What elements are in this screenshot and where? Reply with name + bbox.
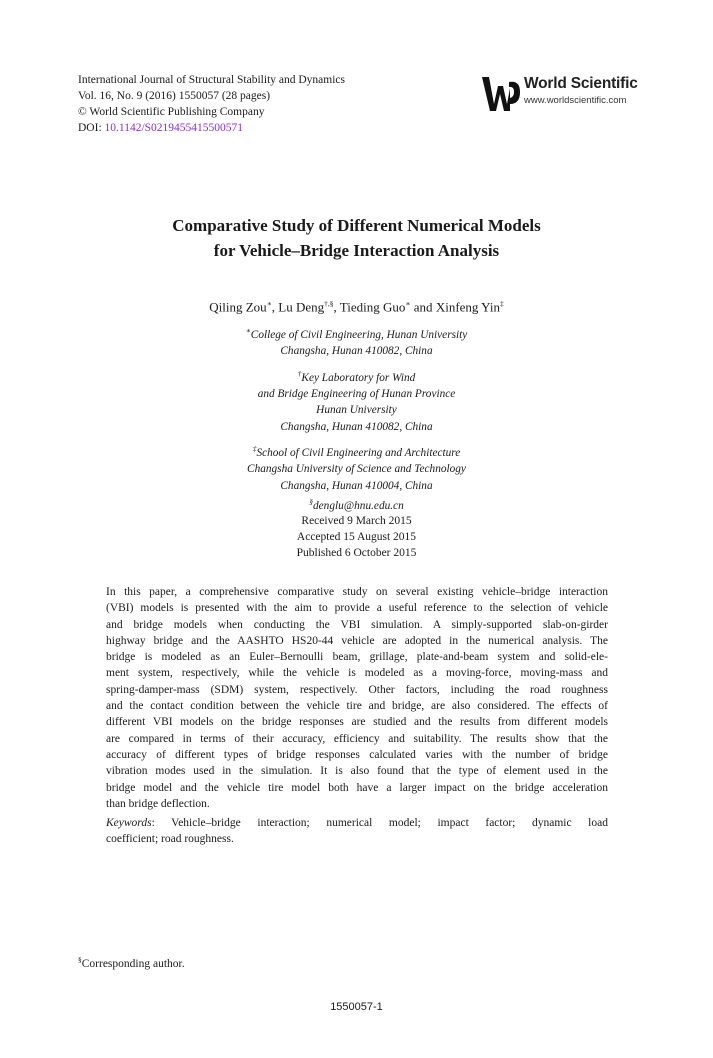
publisher-logo	[480, 74, 640, 114]
author-list: Qiling Zou∗, Lu Deng†,§, Tieding Guo∗ and Xinfeng Yin‡	[209, 299, 504, 315]
affiliation-line: Key Laboratory for Wind	[301, 371, 416, 384]
doi-link[interactable]: 10.1142/S0219455415500571	[104, 122, 244, 134]
author-mark: ∗	[266, 299, 272, 308]
abstract-line: and bridge models when conducting the VBI simulation. A simply-supported slab-on-girder	[106, 618, 608, 631]
keywords-line-1: Keywords: Vehicle–bridge interaction; numerical model; impact factor; dynamic load	[106, 817, 608, 829]
author-mark: †,§	[324, 299, 334, 308]
author-name: Qiling Zou	[209, 299, 267, 315]
affiliation-line: Hunan University	[316, 404, 397, 417]
author-mark: ∗	[405, 299, 411, 308]
affiliation-line: Changsha, Hunan 410082, China	[280, 420, 433, 433]
affiliation-line: School of Civil Engineering and Architecture	[256, 446, 461, 459]
title-line-2: for Vehicle–Bridge Interaction Analysis	[213, 241, 500, 260]
affiliation-2	[0, 366, 713, 435]
author-name: Xinfeng Yin	[435, 299, 500, 315]
abstract-line: bridge is modeled as an Euler–Bernoulli beam, grillage, plate-and-beam system and solid-ele-	[106, 651, 608, 664]
logo-name: World Scientific	[524, 75, 638, 92]
abstract-line: highway bridge and the AASHTO HS20-44 vehicle are adopted in the numerical analysis. The	[106, 634, 608, 647]
volume-line: Vol. 16, No. 9 (2016) 1550057 (28 pages)	[78, 90, 271, 102]
copyright-line: © World Scientific Publishing Company	[78, 106, 265, 118]
abstract	[106, 584, 608, 812]
published-date: Published 6 October 2015	[296, 547, 417, 559]
affiliation-mark: ∗	[245, 326, 251, 335]
affiliation-line: College of Civil Engineering, Hunan University	[250, 328, 468, 341]
title-line-1: Comparative Study of Different Numerical Models	[172, 216, 541, 235]
abstract-line: ment system, respectively, while the vehicle is modeled as a moving-force, moving-mass and	[106, 667, 608, 680]
world-scientific-logo-icon	[480, 74, 522, 114]
affiliation-line: Changsha, Hunan 410082, China	[280, 345, 433, 358]
publication-dates	[0, 513, 713, 561]
abstract-line: In this paper, a comprehensive comparative study on several existing vehicle–bridge interaction	[106, 586, 608, 598]
doi-label: DOI:	[78, 122, 102, 134]
abstract-line: spring-damper-mass (SDM) system, respectively. Other factors, including the road roughness	[106, 683, 608, 696]
abstract-line: vibration modes used in the simulation. It is also found that the type of element used in the	[106, 765, 608, 778]
email-mark: §	[309, 496, 314, 506]
page-number: 1550057-1	[330, 1001, 383, 1013]
journal-header	[78, 72, 345, 136]
abstract-line: (VBI) models is presented with the aim to provide a useful reference to the selection of vehicle	[106, 602, 608, 615]
abstract-line: than bridge deflection.	[106, 797, 210, 810]
keywords	[106, 815, 608, 848]
author-name: Lu Deng	[278, 299, 325, 315]
journal-name: International Journal of Structural Stability and Dynamics	[78, 74, 345, 86]
footnote-text: Corresponding author.	[81, 957, 185, 970]
email-line	[0, 494, 713, 514]
keywords-label: Keywords	[106, 817, 152, 829]
email-link[interactable]: denglu@hnu.edu.cn	[313, 499, 404, 512]
author-mark: ‡	[499, 299, 504, 308]
footnote-mark: §	[78, 955, 82, 964]
author-name: Tieding Guo	[339, 299, 406, 315]
doi-line	[78, 120, 345, 136]
abstract-line: accuracy of different types of bridge responses calculated varies with the number of bridge	[106, 748, 608, 761]
affiliation-mark: ‡	[252, 443, 257, 453]
paper-title	[0, 213, 713, 263]
keywords-text: Vehicle–bridge interaction; numerical model; impact factor; dynamic load	[171, 817, 608, 829]
keywords-line-2: coefficient; road roughness.	[106, 833, 234, 846]
affiliation-1	[0, 323, 713, 360]
logo-url: www.worldscientific.com	[524, 95, 627, 106]
abstract-line: are compared in terms of their accuracy, efficiency and suitability. The results show that the	[106, 732, 608, 745]
accepted-date: Accepted 15 August 2015	[296, 531, 417, 543]
corresponding-author-footnote	[78, 955, 185, 970]
affiliations	[0, 323, 713, 514]
affiliation-line: Changsha University of Science and Technology	[247, 463, 466, 476]
abstract-line: and the contact condition between the vehicle tire and bridge, are also considered. The effects of	[106, 700, 608, 713]
abstract-line: bridge model and the vehicle tire model both have a larger impact on the bridge acceleration	[106, 781, 608, 794]
abstract-line: different VBI models on the bridge responses are studied and the results from different models	[106, 716, 608, 729]
affiliation-line: Changsha, Hunan 410004, China	[280, 479, 433, 492]
affiliation-mark: †	[297, 368, 302, 378]
received-date: Received 9 March 2015	[301, 515, 412, 527]
affiliation-line: and Bridge Engineering of Hunan Province	[257, 387, 456, 400]
affiliation-3	[0, 441, 713, 514]
